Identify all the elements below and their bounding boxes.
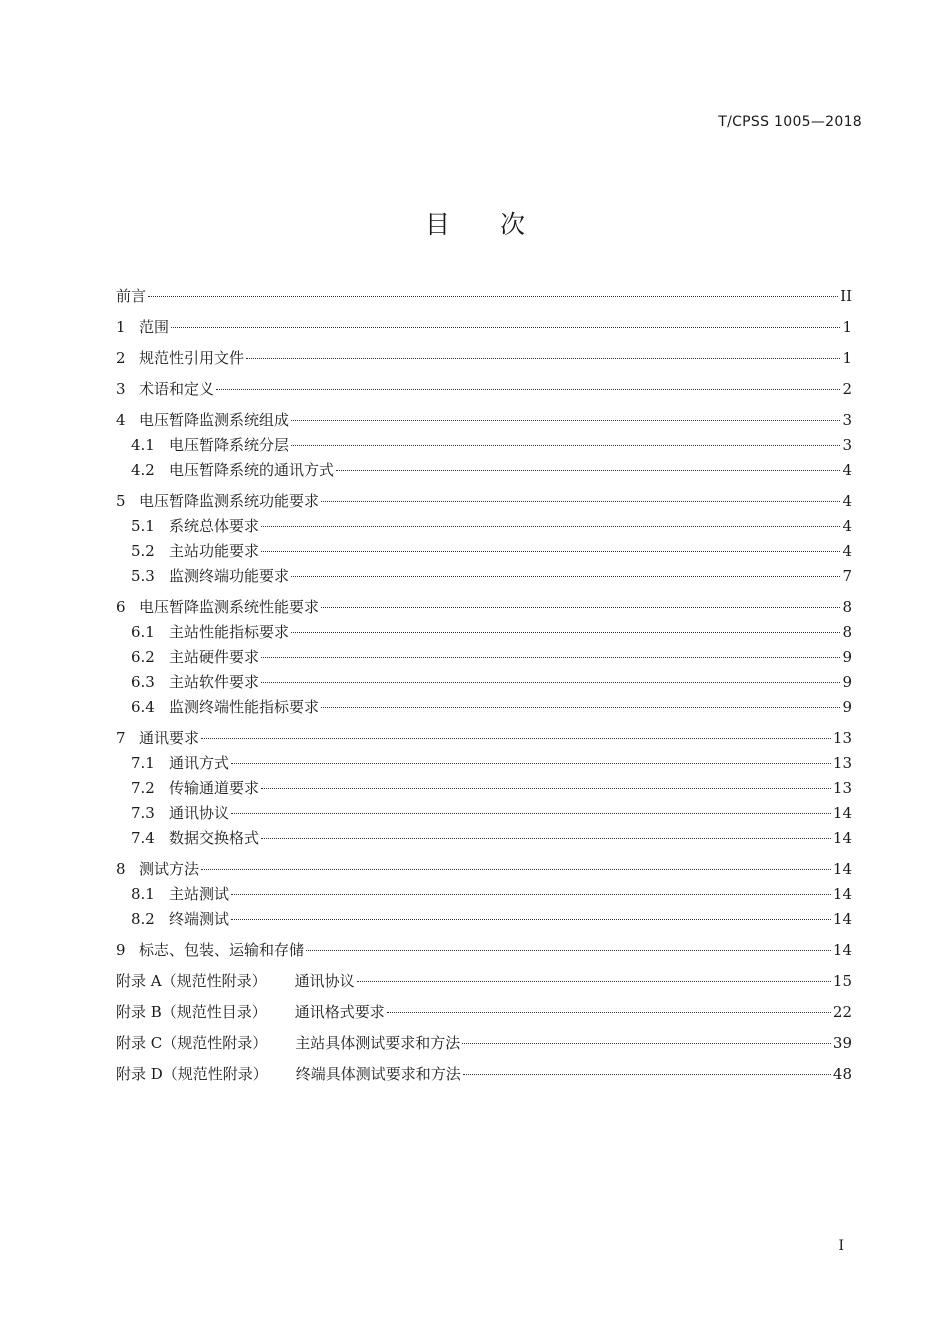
dot-leader: [321, 501, 840, 502]
dot-leader: [261, 838, 831, 839]
appendix-title-group: [116, 1002, 385, 1022]
appendix-page: 48: [832, 1065, 852, 1083]
toc-entry[interactable]: [116, 541, 852, 561]
dot-leader: [291, 420, 840, 421]
toc-entry-page: 14: [832, 910, 852, 928]
toc-entry-title: 前言: [116, 287, 147, 305]
toc-entry-page: 7: [842, 567, 852, 585]
toc-entry-title: 通讯方式: [169, 754, 230, 772]
dot-leader: [463, 1074, 831, 1075]
toc-entry[interactable]: [116, 566, 852, 586]
toc-appendix-entry[interactable]: [116, 971, 852, 991]
footer-page-number: I: [838, 1238, 844, 1254]
toc-entry-number: 5.2: [131, 542, 155, 560]
toc-entry-number: 6: [116, 598, 126, 616]
appendix-label: 附录 C（规范性附录）: [116, 1034, 268, 1052]
toc-entry[interactable]: [116, 728, 852, 748]
toc-entry[interactable]: [116, 491, 852, 511]
toc-entry-title: 监测终端功能要求: [169, 567, 290, 585]
toc-entry-page: 13: [832, 729, 852, 747]
toc-entry-title: 数据交换格式: [169, 829, 260, 847]
appendix-label: 附录 A（规范性附录）: [116, 972, 267, 990]
dot-leader: [261, 788, 831, 789]
toc-entry[interactable]: [116, 940, 852, 960]
toc-entry-title: 规范性引用文件: [139, 349, 245, 367]
toc-entry-title: 主站功能要求: [169, 542, 260, 560]
dot-leader: [231, 894, 831, 895]
dot-leader: [462, 1043, 831, 1044]
appendix-title: 主站具体测试要求和方法: [295, 1034, 461, 1052]
dot-leader: [321, 607, 840, 608]
dot-leader: [261, 526, 840, 527]
toc-entry-number: 2: [116, 349, 126, 367]
appendix-label: 附录 D（规范性附录）: [116, 1065, 268, 1083]
appendix-page: 15: [832, 972, 852, 990]
toc-entry-number: 1: [116, 318, 126, 336]
appendix-title-group: [116, 1033, 460, 1053]
toc-entry-title: 术语和定义: [139, 380, 215, 398]
toc-entry-number: 8.1: [131, 885, 155, 903]
toc-entry-title: 系统总体要求: [169, 517, 260, 535]
table-of-contents: [116, 286, 852, 1084]
toc-entry-page: 4: [842, 492, 852, 510]
toc-entry-title: 主站测试: [169, 885, 230, 903]
dot-leader: [216, 389, 840, 390]
dot-leader: [261, 657, 840, 658]
dot-leader: [387, 1012, 831, 1013]
toc-entry-page: 4: [842, 542, 852, 560]
toc-entry[interactable]: [116, 697, 852, 717]
toc-entry-page: 8: [842, 598, 852, 616]
toc-entry[interactable]: [116, 828, 852, 848]
toc-entry-page: 14: [832, 860, 852, 878]
toc-entry-number: 9: [116, 941, 126, 959]
appendix-title-group: [116, 1064, 461, 1084]
toc-entry-title: 电压暂降监测系统功能要求: [139, 492, 320, 510]
toc-entry-page: 9: [842, 673, 852, 691]
toc-entry-title: 主站性能指标要求: [169, 623, 290, 641]
toc-entry-number: 7.2: [131, 779, 155, 797]
dot-leader: [231, 919, 831, 920]
toc-entry[interactable]: [116, 622, 852, 642]
dot-leader: [231, 813, 831, 814]
toc-entry[interactable]: [116, 778, 852, 798]
dot-leader: [291, 576, 840, 577]
toc-entry-number: 8.2: [131, 910, 155, 928]
toc-entry[interactable]: [116, 884, 852, 904]
toc-entry-page: 4: [842, 461, 852, 479]
toc-entry-number: 6.4: [131, 698, 155, 716]
toc-entry[interactable]: [116, 803, 852, 823]
appendix-title: 通讯格式要求: [294, 1003, 385, 1021]
toc-entry-number: 5.3: [131, 567, 155, 585]
toc-entry-title: 通讯要求: [139, 729, 200, 747]
appendix-page: 39: [832, 1034, 852, 1052]
toc-entry-title: 范围: [139, 318, 170, 336]
dot-leader: [261, 682, 840, 683]
toc-entry[interactable]: [116, 348, 852, 368]
dot-leader: [171, 327, 840, 328]
toc-entry-page: 13: [832, 754, 852, 772]
dot-leader: [306, 950, 831, 951]
toc-entry-number: 4.2: [131, 461, 155, 479]
toc-entry[interactable]: [116, 597, 852, 617]
toc-entry-title: 电压暂降系统分层: [169, 436, 290, 454]
toc-entry-title: 监测终端性能指标要求: [169, 698, 320, 716]
toc-entry-page: 14: [832, 829, 852, 847]
toc-entry-number: 6.3: [131, 673, 155, 691]
toc-entry-page: II: [840, 287, 852, 305]
dot-leader: [231, 763, 831, 764]
standard-code: T/CPSS 1005—2018: [718, 114, 862, 130]
dot-leader: [321, 707, 840, 708]
toc-entry-number: 3: [116, 380, 126, 398]
dot-leader: [261, 551, 840, 552]
toc-entry-title: 电压暂降系统的通讯方式: [169, 461, 335, 479]
toc-entry-number: 5.1: [131, 517, 155, 535]
toc-entry[interactable]: [116, 516, 852, 536]
toc-entry-title: 主站软件要求: [169, 673, 260, 691]
toc-entry-title: 通讯协议: [169, 804, 230, 822]
toc-entry-page: 9: [842, 698, 852, 716]
dot-leader: [246, 358, 840, 359]
toc-entry-page: 13: [832, 779, 852, 797]
toc-entry-number: 4: [116, 411, 126, 429]
toc-entry-page: 4: [842, 517, 852, 535]
toc-entry[interactable]: [116, 460, 852, 480]
toc-entry[interactable]: [116, 286, 852, 306]
dot-leader: [336, 470, 840, 471]
toc-entry-page: 2: [842, 380, 852, 398]
toc-entry[interactable]: [116, 379, 852, 399]
toc-entry-number: 7.3: [131, 804, 155, 822]
toc-entry[interactable]: [116, 317, 852, 337]
dot-leader: [291, 632, 840, 633]
toc-entry-number: 8: [116, 860, 126, 878]
toc-appendix-entry[interactable]: [116, 1002, 852, 1022]
toc-entry-number: 6.2: [131, 648, 155, 666]
toc-entry-page: 3: [842, 411, 852, 429]
toc-entry-page: 1: [842, 318, 852, 336]
dot-leader: [291, 445, 840, 446]
toc-entry[interactable]: [116, 753, 852, 773]
appendix-title: 终端具体测试要求和方法: [295, 1065, 461, 1083]
page-title: 目次: [424, 210, 575, 239]
toc-entry[interactable]: [116, 647, 852, 667]
toc-entry-page: 9: [842, 648, 852, 666]
toc-entry-page: 14: [832, 941, 852, 959]
toc-entry-number: 4.1: [131, 436, 155, 454]
toc-entry[interactable]: [116, 859, 852, 879]
dot-leader: [201, 738, 831, 739]
toc-entry-page: 3: [842, 436, 852, 454]
toc-entry-title: 终端测试: [169, 910, 230, 928]
toc-entry-number: 7: [116, 729, 126, 747]
dot-leader: [201, 869, 831, 870]
dot-leader: [357, 981, 831, 982]
appendix-title: 通讯协议: [294, 972, 355, 990]
toc-entry[interactable]: [116, 909, 852, 929]
toc-entry-title: 电压暂降监测系统性能要求: [139, 598, 320, 616]
toc-entry-title: 主站硬件要求: [169, 648, 260, 666]
appendix-title-group: [116, 971, 355, 991]
toc-entry-number: 6.1: [131, 623, 155, 641]
toc-entry-page: 14: [832, 804, 852, 822]
toc-entry-page: 1: [842, 349, 852, 367]
toc-entry-title: 标志、包装、运输和存储: [139, 941, 305, 959]
toc-entry[interactable]: [116, 672, 852, 692]
toc-entry-title: 传输通道要求: [169, 779, 260, 797]
toc-entry[interactable]: [116, 410, 852, 430]
toc-entry-number: 5: [116, 492, 126, 510]
toc-entry-number: 7.1: [131, 754, 155, 772]
appendix-page: 22: [832, 1003, 852, 1021]
dot-leader: [148, 296, 838, 297]
toc-appendix-entry[interactable]: [116, 1033, 852, 1053]
toc-entry-title: 测试方法: [139, 860, 200, 878]
toc-entry-page: 14: [832, 885, 852, 903]
toc-entry-page: 8: [842, 623, 852, 641]
toc-entry-title: 电压暂降监测系统组成: [139, 411, 290, 429]
toc-appendix-entry[interactable]: [116, 1064, 852, 1084]
toc-entry-number: 7.4: [131, 829, 155, 847]
appendix-label: 附录 B（规范性目录）: [116, 1003, 267, 1021]
toc-entry[interactable]: [116, 435, 852, 455]
